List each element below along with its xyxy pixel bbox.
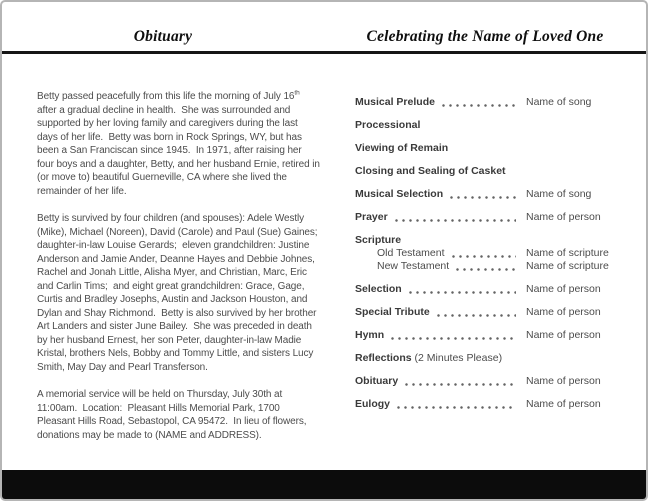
dot-leader xyxy=(409,291,516,294)
ordinal-superscript: th xyxy=(294,89,300,97)
service-item-label: Viewing of Remain xyxy=(355,142,449,154)
footer-black-bar xyxy=(2,470,646,499)
celebration-title: Celebrating the Name of Loved One xyxy=(366,28,604,45)
service-item xyxy=(355,375,636,388)
header-right-half xyxy=(324,2,646,51)
service-item-label: Hymn xyxy=(355,329,385,341)
obituary-paragraph-1 xyxy=(37,89,323,198)
service-item-label: Prayer xyxy=(355,211,388,223)
service-item-label: Eulogy xyxy=(355,398,391,410)
page-header xyxy=(2,2,646,54)
service-item-value: Name of person xyxy=(526,329,601,341)
page-content xyxy=(2,54,646,456)
dot-leader xyxy=(442,104,516,107)
service-item-value: Name of song xyxy=(526,96,592,108)
order-of-service-column xyxy=(324,54,646,456)
obituary-paragraph-2: Betty is survived by four children (and spouses): Adele Westly (Mike), Michael (Noreen), David (Carole) and Paul (Sue) Gaines; daughter-in-law Louise Gerards; eleven grandchildren: Justine Anderson and Jamie Ander, Deanne Hayes and Debbie Johnes, Rachel and Jonah Little, Alisha Myer, and Christian, Marc, Eric and Carlin Tims; and eight great grandchildren: Grace, Gage, Curtis and Bradley Josephs, Austin and Jackson Houston, and Dylan and Shay Richmond. Betty is also survived by her brother Art Landers and sister June Bailey. She was preceded in death by her husband Ernest, her son Peter, daughter-in-law Madie Kristal, brothers Nels, Bobby and Tommy Little, and sisters Lucy Smith, May Day and Pearl Transferson. xyxy=(37,213,323,373)
service-item-value: Name of scripture xyxy=(526,247,609,259)
service-item-label: Selection xyxy=(355,283,402,295)
service-item-label: Closing and Sealing of Casket xyxy=(355,165,506,177)
service-item xyxy=(355,306,636,319)
service-item-value: Name of person xyxy=(526,283,601,295)
service-item-label: Processional xyxy=(355,119,421,131)
service-item-value xyxy=(526,234,636,247)
service-item xyxy=(355,211,636,224)
dot-leader xyxy=(450,196,516,199)
service-item-label: New Testament xyxy=(377,260,450,272)
service-item xyxy=(355,119,636,132)
service-item xyxy=(355,352,636,365)
service-item-value xyxy=(526,352,636,365)
dot-leader xyxy=(437,314,516,317)
service-item-label: Old Testament xyxy=(377,247,445,259)
dot-leader xyxy=(397,406,516,409)
obituary-paragraph-1-text: Betty passed peacefully from this life the morning of July 16 xyxy=(37,91,295,102)
header-left-half xyxy=(2,2,324,51)
service-item xyxy=(355,188,636,201)
service-item-label: Obituary xyxy=(355,375,399,387)
obituary-column xyxy=(2,54,324,456)
service-item xyxy=(355,398,636,411)
service-item xyxy=(355,329,636,342)
service-item xyxy=(355,96,636,109)
dot-leader xyxy=(456,268,516,271)
service-item-label: Scripture xyxy=(355,234,402,246)
service-item xyxy=(355,142,636,155)
service-item-value: Name of person xyxy=(526,375,601,387)
service-item-label: Musical Prelude xyxy=(355,96,435,108)
service-item-value: Name of scripture xyxy=(526,260,609,272)
service-item xyxy=(355,234,636,247)
service-item xyxy=(355,247,636,260)
obituary-paragraph-3: A memorial service will be held on Thursday, July 30th at 11:00am. Location: Pleasant Hills Memorial Park, 1700 Pleasant Hills Road, Sebastopol, CA 95472. In lieu of flowers, donations may be made to (NAME and ADDRESS). xyxy=(37,389,310,441)
dot-leader xyxy=(405,383,516,386)
service-item-value: Name of person xyxy=(526,211,601,223)
service-list xyxy=(355,96,636,421)
dot-leader xyxy=(452,255,516,258)
service-item-value xyxy=(526,142,636,155)
service-item-value: Name of song xyxy=(526,188,592,200)
service-item xyxy=(355,283,636,296)
service-item-label: Reflections xyxy=(355,352,412,364)
service-item xyxy=(355,165,636,178)
service-item-label: Special Tribute xyxy=(355,306,430,318)
service-item-note: (2 Minutes Please) xyxy=(411,352,503,364)
dot-leader xyxy=(391,337,516,340)
service-item-value xyxy=(526,165,636,178)
obituary-paragraph-1-cont: after a gradual decline in health. She was surrounded and supported by her loving family and caregivers during the last days of her life. Betty was born in Rock Springs, WY, but has been a San Franciscan since 1945. In 1971, after raising her four boys and a daughter, Betty, and her husband Ernie, retired in (or move to) beautiful Guerneville, CA where she lived the remainder of her life. xyxy=(37,91,323,197)
service-item-value xyxy=(526,119,636,132)
service-item-label: Musical Selection xyxy=(355,188,444,200)
service-item-value: Name of person xyxy=(526,306,601,318)
obituary-title: Obituary xyxy=(133,28,193,45)
dot-leader xyxy=(395,219,516,222)
service-item xyxy=(355,260,636,273)
service-item-value: Name of person xyxy=(526,398,601,410)
